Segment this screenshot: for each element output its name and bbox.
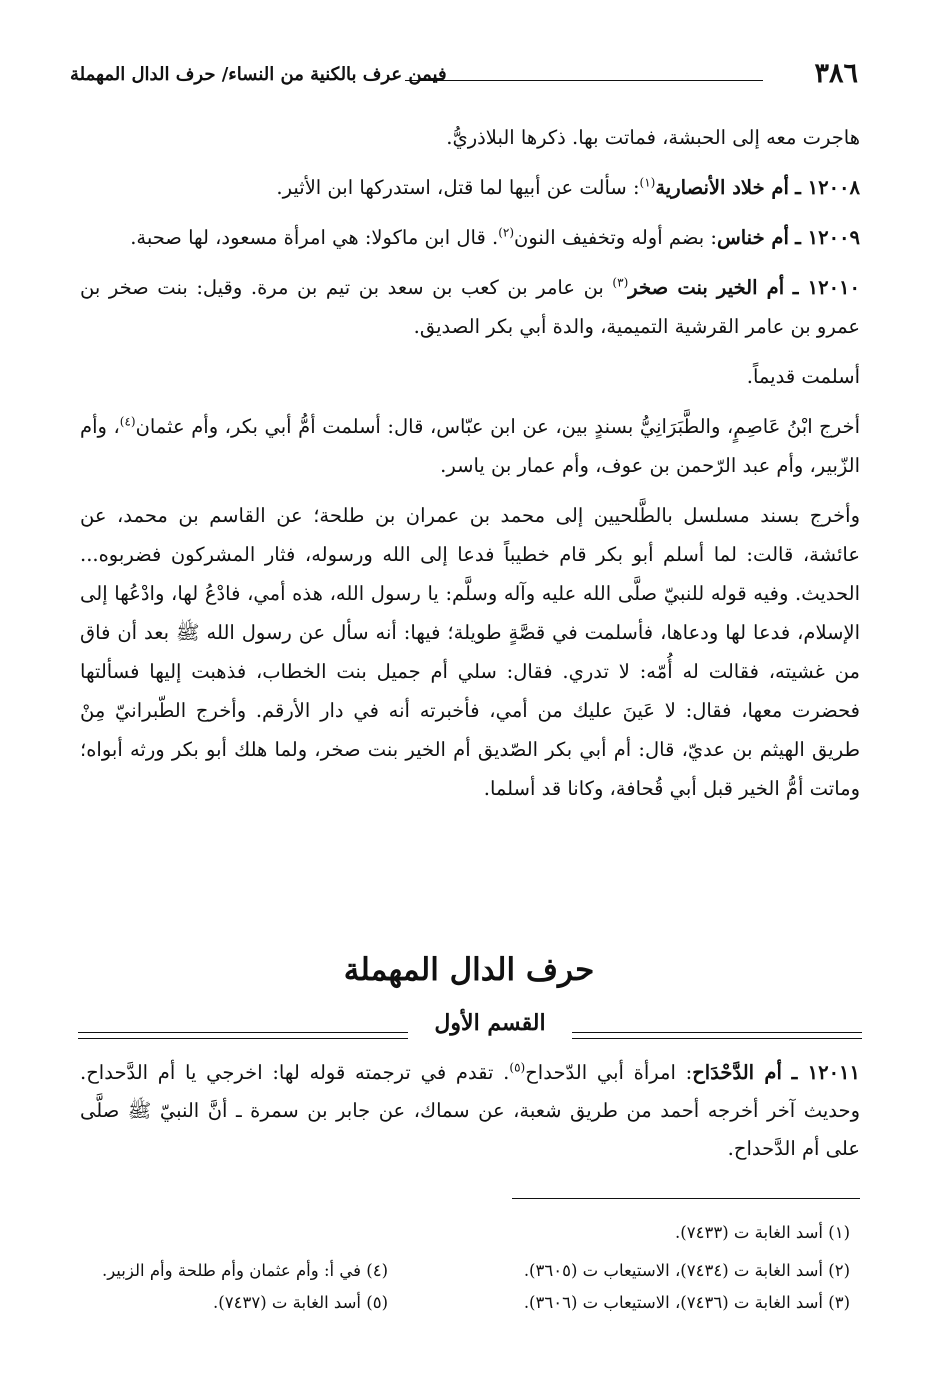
entry-12011 <box>80 1054 860 1168</box>
footnote-2: (٢) أسد الغابة ت (٧٤٣٤)، الاستيعاب ت (٣٦٠٥). <box>523 1261 850 1280</box>
paragraph-text: ، وأم الزّبير، وأم عبد الرّحمن بن عوف، وأم عمار بن ياسر. <box>80 415 860 477</box>
page-header <box>70 58 858 94</box>
entry-12008 <box>80 168 860 207</box>
paragraph <box>80 496 860 808</box>
section-title: حرف الدال المهملة <box>343 952 595 988</box>
entry-name: أم الخير بنت صخر <box>628 276 785 299</box>
page-number: ٣٨٦ <box>814 58 858 89</box>
paragraph-text: أخرج ابْنُ عَاصِمٍ، والطَّبَرَانِيُّ بسندٍ بين، عن ابن عبّاس، قال: أسلمت أمُّ أبي بكر، وأم عثمان <box>135 415 860 438</box>
header-rule <box>405 80 763 81</box>
footnote-ref: (١) <box>639 175 656 190</box>
footnote-4: (٤) في أ: وأم عثمان وأم طلحة وأم الزبير. <box>101 1261 388 1280</box>
entry-number: ١٢٠٠٩ ـ <box>795 226 860 249</box>
footnote-1: (١) أسد الغابة ت (٧٤٣٣). <box>675 1223 850 1242</box>
double-rule <box>78 1032 408 1039</box>
paragraph <box>80 357 860 396</box>
footnote-ref: (٣) <box>612 275 629 290</box>
entry-text: : امرأة أبي الدّحداح <box>525 1061 693 1084</box>
entry-text: . قال ابن ماكولا: هي امرأة مسعود، لها صحبة. <box>130 226 499 249</box>
paragraph <box>80 118 860 157</box>
paragraph-text: هاجرت معه إلى الحبشة، فماتت بها. ذكرها البلاذريُّ. <box>446 126 860 149</box>
paragraph <box>80 1054 860 1168</box>
entry-12009 <box>80 218 860 257</box>
entry-number: ١٢٠١١ ـ <box>791 1061 860 1084</box>
entry-text: : سألت عن أبيها لما قتل، استدركها ابن الأثير. <box>276 176 640 199</box>
entry-name: أم خناس <box>716 226 789 249</box>
paragraph <box>80 407 860 485</box>
running-title: فيمن عرف بالكنية من النساء/ حرف الدال المهملة <box>70 64 447 85</box>
entry-number: ١٢٠٠٨ ـ <box>795 176 860 199</box>
entry-text: : بضم أوله وتخفيف النون <box>514 226 717 249</box>
paragraph-text: أسلمت قديماً. <box>746 365 860 388</box>
entry-12010 <box>80 268 860 346</box>
subsection-heading <box>78 1010 862 1044</box>
footnote-5: (٥) أسد الغابة ت (٧٤٣٧). <box>213 1293 388 1312</box>
double-rule <box>572 1032 862 1039</box>
main-text <box>80 118 860 819</box>
subsection-title: القسم الأول <box>434 1010 546 1036</box>
entry-text: . تقدم في ترجمته قوله لها: اخرجي يا أم الدَّحداح. وحديث آخر أخرجه أحمد من طريق شعبة، عن سماك، عن جابر بن سمرة ـ أنَّ النبيّ ﷺ صلَّى على أم الدَّحداح. <box>80 1061 860 1160</box>
paragraph-text: وأخرج بسند مسلسل بالطَّلحيين إلى محمد بن عمران بن طلحة؛ عن القاسم بن محمد، عن عائشة، قالت: لما أسلم أبو بكر قام خطيباً فدعا إلى الله ورسوله، فثار المشركون فضربوه... الحديث. وفيه قوله للنبيّ صلَّى الله عليه وآله وسلَّم: يا رسول الله، هذه أمي، فادْعُ لها، وادْعُها إلى الإسلام، فدعا لها ودعاها، فأسلمت في قصَّةٍ طويلة؛ فيها: أنه سأل عن رسول الله ﷺ بعد أن فاق من غشيته، فقالت له أُمّه: لا تدري. فقال: سلي أم جميل بنت الخطاب، فذهبت إليها فسألتها فحضرت معها، فقال: لا عَينَ عليك من أمي، فأخبرته أنه في دار الأرقم. وأخرج الطّبرانيّ مِنْ طريق الهيثم بن عديّ، قال: أم أبي بكر الصّديق أم الخير بنت صخر، ولما هلك أبو بكر ورثه أبواه؛ وماتت أمُّ الخير قبل أبي قُحافة، وكانا قد أسلما. <box>80 504 860 800</box>
footnote-ref: (٤) <box>119 414 136 429</box>
entry-name: أم الدَّحْدَاح <box>692 1061 782 1084</box>
footnote-ref: (٥) <box>509 1060 526 1075</box>
entry-number: ١٢٠١٠ ـ <box>792 276 860 299</box>
footnote-rule <box>512 1198 860 1199</box>
entry-name: أم خلاد الأنصارية <box>655 176 789 199</box>
footnote-3: (٣) أسد الغابة ت (٧٤٣٦)، الاستيعاب ت (٣٦٠٦). <box>523 1293 850 1312</box>
entry-text: بن عامر بن كعب بن سعد بن تيم بن مرة. وقيل: بنت صخر بن عمرو بن عامر القرشية التميمية، والدة أبي بكر الصديق. <box>80 276 860 338</box>
footnote-ref: (٢) <box>498 225 515 240</box>
